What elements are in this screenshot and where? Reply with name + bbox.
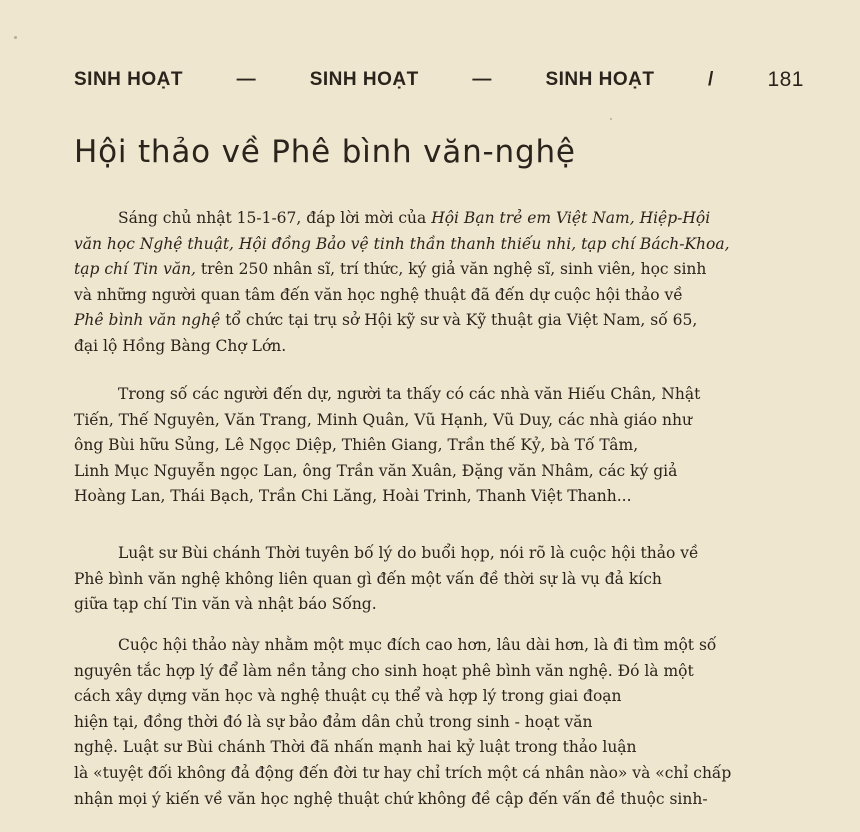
running-head xyxy=(74,66,804,94)
text-span: trên 250 nhân sĩ, trí thức, ký giả văn nghệ sĩ, sinh viên, học sinh xyxy=(195,260,707,279)
paragraph-4 xyxy=(74,633,800,812)
running-head-section: SINH HOẠT xyxy=(309,69,419,90)
text-span: Sáng chủ nhật 15-1-67, đáp lời mời của xyxy=(118,209,432,227)
text-line xyxy=(74,257,800,283)
running-head-slash: / xyxy=(708,69,714,90)
page-number: 181 xyxy=(767,68,804,91)
text-span: tổ chức tại trụ sở Hội kỹ sư và Kỹ thuật gia Việt Nam, số 65, xyxy=(220,311,698,330)
paragraph-1 xyxy=(74,206,800,360)
text-line: Trong số các người đến dự, người ta thấy có các nhà văn Hiếu Chân, Nhật xyxy=(118,385,701,403)
text-line: đại lộ Hồng Bàng Chợ Lớn. xyxy=(74,336,287,355)
text-line: Luật sư Bùi chánh Thời tuyên bố lý do buổi họp, nói rõ là cuộc hội thảo về xyxy=(118,544,699,562)
magazine-name: tạp chí Tin văn, xyxy=(74,260,196,279)
text-line: Linh Mục Nguyễn ngọc Lan, ông Trần văn Xuân, Đặng văn Nhâm, các ký giả xyxy=(74,461,678,480)
article-title: Hội thảo về Phê bình văn-nghệ xyxy=(74,134,576,170)
text-line xyxy=(74,308,800,334)
running-head-dash: — xyxy=(472,69,492,90)
text-line: và những người quan tâm đến văn học nghệ thuật đã đến dự cuộc hội thảo về xyxy=(74,285,683,304)
text-line: Tiến, Thế Nguyên, Văn Trang, Minh Quân, Vũ Hạnh, Vũ Duy, các nhà giáo như xyxy=(74,410,693,429)
text-line xyxy=(74,206,800,232)
text-line: ông Bùi hữu Sủng, Lê Ngọc Diệp, Thiên Giang, Trần thế Kỷ, bà Tố Tâm, xyxy=(74,436,639,455)
text-line: nguyên tắc hợp lý để làm nền tảng cho sinh hoạt phê bình văn nghệ. Đó là một xyxy=(74,661,694,680)
text-line: Hoàng Lan, Thái Bạch, Trần Chi Lăng, Hoài Trinh, Thanh Việt Thanh... xyxy=(74,487,632,506)
paragraph-2 xyxy=(74,382,800,510)
text-line: văn học Nghệ thuật, Hội đồng Bảo vệ tinh thần thanh thiếu nhi, tạp chí Bách-Khoa, xyxy=(74,234,730,253)
paper-speck xyxy=(610,118,612,120)
running-head-dash: — xyxy=(236,69,257,90)
text-line: Phê bình văn nghệ không liên quan gì đến một vấn đề thời sự là vụ đả kích xyxy=(74,569,662,588)
text-line: nhận mọi ý kiến về văn học nghệ thuật chứ không đề cập đến vấn đề thuộc sinh- xyxy=(74,789,708,808)
text-line: hiện tại, đồng thời đó là sự bảo đảm dân chủ trong sinh - hoạt văn xyxy=(74,712,593,731)
text-line: cách xây dựng văn học và nghệ thuật cụ thể và hợp lý trong giai đoạn xyxy=(74,687,622,706)
organization-names: Hội Bạn trẻ em Việt Nam, Hiệp-Hội xyxy=(431,209,711,227)
event-name: Phê bình văn nghệ xyxy=(74,311,221,330)
text-line: Cuộc hội thảo này nhằm một mục đích cao hơn, lâu dài hơn, là đi tìm một số xyxy=(118,636,717,654)
text-line: nghệ. Luật sư Bùi chánh Thời đã nhấn mạnh hai kỷ luật trong thảo luận xyxy=(74,738,637,757)
running-head-section: SINH HOẠT xyxy=(545,69,655,90)
paper-speck xyxy=(14,36,17,39)
text-line: giữa tạp chí Tin văn và nhật báo Sống. xyxy=(74,595,377,614)
running-head-section: SINH HOẠT xyxy=(74,69,183,90)
paragraph-3 xyxy=(74,541,800,618)
text-line: là «tuyệt đối không đả động đến đời tư hay chỉ trích một cá nhân nào» và «chỉ chấp xyxy=(74,763,732,782)
